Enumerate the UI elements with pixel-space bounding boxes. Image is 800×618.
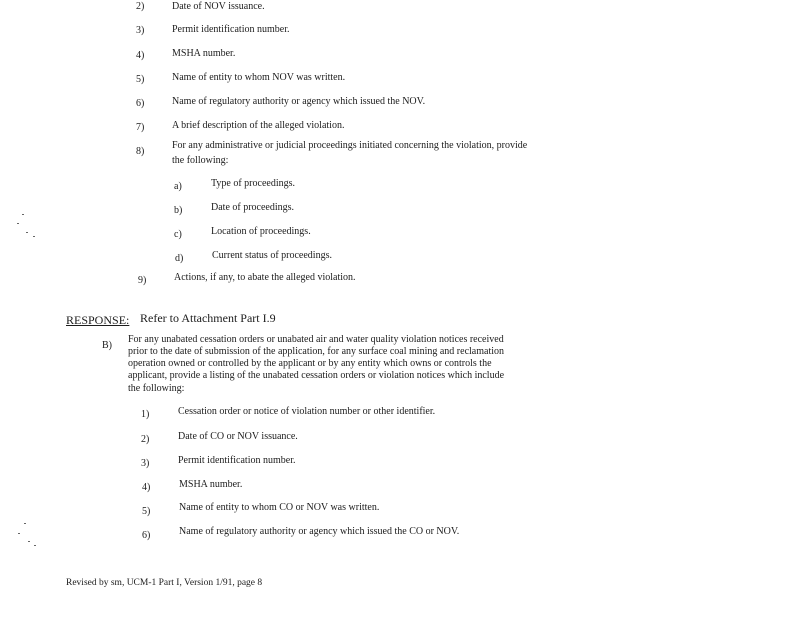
sub-item-letter: a) bbox=[174, 181, 182, 192]
list-item-text: Permit identification number. bbox=[172, 24, 290, 35]
list-item-text: Cessation order or notice of violation number or other identifier. bbox=[178, 406, 436, 417]
paragraph-line: prior to the date of submission of the application, for any surface coal mining and reclamation bbox=[128, 346, 504, 357]
paragraph-line: For any unabated cessation orders or unabated air and water quality violation notices received bbox=[128, 334, 504, 345]
list-item-number: 5) bbox=[142, 506, 151, 517]
page-footer: Revised by sm, UCM-1 Part I, Version 1/91, page 8 bbox=[66, 578, 263, 588]
sub-item-text: Location of proceedings. bbox=[211, 226, 311, 237]
scan-speck bbox=[26, 232, 28, 233]
sub-item-text: Current status of proceedings. bbox=[212, 250, 332, 261]
list-item-number: 1) bbox=[141, 409, 150, 420]
list-item-text: MSHA number. bbox=[179, 479, 243, 490]
list-item-number: 7) bbox=[136, 122, 145, 133]
list-item-number: 2) bbox=[141, 434, 150, 445]
sub-item-text: Date of proceedings. bbox=[211, 202, 295, 213]
list-item-text: Date of CO or NOV issuance. bbox=[178, 431, 298, 442]
list-item-text: Name of regulatory authority or agency which issued the NOV. bbox=[172, 96, 426, 107]
section-b-label: B) bbox=[102, 340, 112, 351]
list-item-number: 9) bbox=[138, 275, 147, 286]
scan-speck bbox=[17, 223, 19, 224]
list-item-text: Permit identification number. bbox=[178, 455, 296, 466]
list-item-text: MSHA number. bbox=[172, 48, 236, 59]
paragraph-line: applicant, provide a listing of the unabated cessation orders or violation notices which include bbox=[128, 370, 505, 381]
list-item-number: 6) bbox=[142, 530, 151, 541]
scan-speck bbox=[28, 541, 30, 542]
list-item-text: Name of entity to whom CO or NOV was written. bbox=[179, 502, 380, 513]
response-text: Refer to Attachment Part I.9 bbox=[140, 311, 276, 325]
scan-speck bbox=[18, 533, 20, 534]
list-item-text-line2: the following: bbox=[172, 155, 229, 166]
list-item-text: A brief description of the alleged violation. bbox=[172, 120, 345, 131]
sub-item-letter: d) bbox=[175, 253, 184, 264]
list-item-number: 2) bbox=[136, 1, 145, 12]
response-label: RESPONSE: bbox=[66, 313, 130, 327]
list-item-text-line1: For any administrative or judicial proceedings initiated concerning the violation, provide bbox=[172, 140, 528, 151]
list-item-number: 8) bbox=[136, 146, 145, 157]
list-item-number: 3) bbox=[136, 25, 145, 36]
paragraph-line: operation owned or controlled by the applicant or by any entity which owns or controls the bbox=[128, 358, 492, 369]
list-item-text: Date of NOV issuance. bbox=[172, 1, 265, 12]
paragraph-line: the following: bbox=[128, 383, 185, 394]
list-item-number: 5) bbox=[136, 74, 145, 85]
list-item-text: Actions, if any, to abate the alleged violation. bbox=[174, 272, 356, 283]
list-item-text: Name of regulatory authority or agency which issued the CO or NOV. bbox=[179, 526, 460, 537]
sub-item-letter: c) bbox=[174, 229, 182, 240]
list-item-number: 6) bbox=[136, 98, 145, 109]
list-item-number: 4) bbox=[136, 50, 145, 61]
scan-speck bbox=[34, 545, 36, 546]
sub-item-letter: b) bbox=[174, 205, 183, 216]
scan-speck bbox=[22, 214, 24, 215]
list-item-number: 3) bbox=[141, 458, 150, 469]
scan-speck bbox=[33, 236, 35, 237]
sub-item-text: Type of proceedings. bbox=[211, 178, 295, 189]
list-item-text: Name of entity to whom NOV was written. bbox=[172, 72, 346, 83]
scan-speck bbox=[24, 523, 26, 524]
list-item-number: 4) bbox=[142, 482, 151, 493]
